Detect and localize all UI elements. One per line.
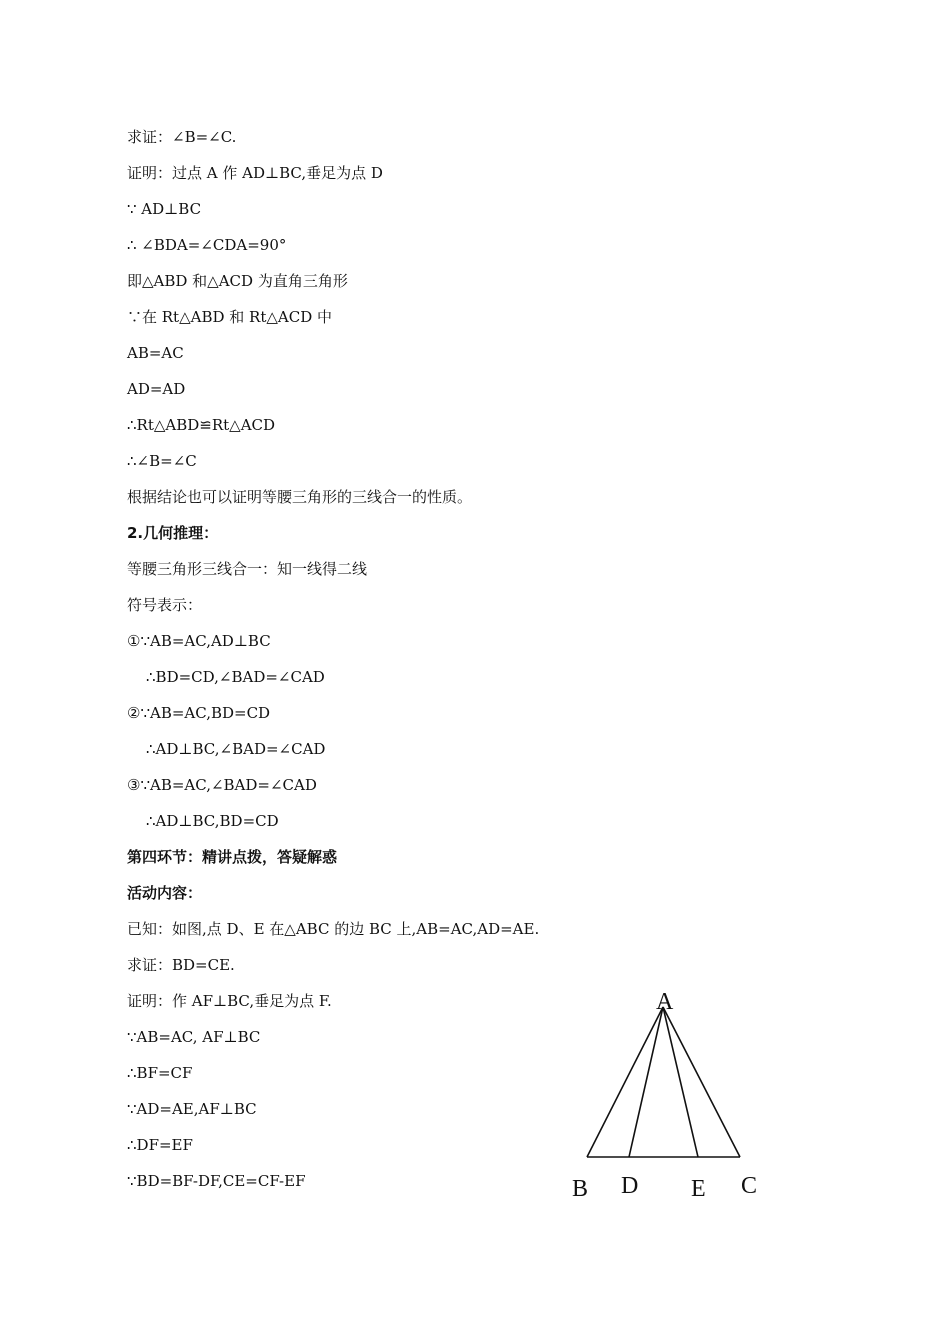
proof-step: ∵BD=BF-DF,CE=CF-EF — [127, 1172, 306, 1190]
proof-step: ∴DF=EF — [127, 1136, 193, 1154]
prove-statement: 求证：∠B=∠C. — [127, 128, 237, 146]
proof-step: ∵AB=AC, AF⊥BC — [127, 1028, 261, 1046]
notation-result: ∴AD⊥BC,∠BAD=∠CAD — [146, 740, 326, 758]
proof-step: ∴ ∠BDA=∠CDA=90° — [127, 236, 287, 254]
notation-case: ③∵AB=AC,∠BAD=∠CAD — [127, 776, 317, 794]
proof-step: 即△ABD 和△ACD 为直角三角形 — [127, 272, 348, 290]
proof-step: ∴Rt△ABD≌Rt△ACD — [127, 416, 276, 434]
proof-intro: 证明：过点 A 作 AD⊥BC,垂足为点 D — [127, 164, 383, 182]
proof-step: ∴BF=CF — [127, 1064, 193, 1082]
triangle-figure — [560, 985, 780, 1205]
proof-step: AB=AC — [127, 344, 184, 362]
triangle-diagram — [560, 985, 780, 1205]
proof-intro: 证明：作 AF⊥BC,垂足为点 F. — [127, 992, 332, 1010]
section-heading: 第四环节：精讲点拨，答疑解惑 — [127, 848, 338, 866]
property-statement: 等腰三角形三线合一：知一线得二线 — [127, 560, 368, 578]
segment-ad — [629, 1007, 663, 1157]
proof-step: ∵ AD⊥BC — [127, 200, 202, 218]
given-statement: 已知：如图,点 D、E 在△ABC 的边 BC 上,AB=AC,AD=AE. — [127, 920, 540, 938]
notation-case: ①∵AB=AC,AD⊥BC — [127, 632, 271, 650]
proof-step: ∴∠B=∠C — [127, 452, 197, 470]
vertex-label-b: B — [572, 1176, 589, 1202]
segment-ae — [663, 1007, 698, 1157]
proof-step: ∵AD=AE,AF⊥BC — [127, 1100, 257, 1118]
prove-statement: 求证：BD=CE. — [127, 956, 235, 974]
notation-case: ②∵AB=AC,BD=CD — [127, 704, 271, 722]
proof-step: ∵在 Rt△ABD 和 Rt△ACD 中 — [127, 308, 333, 326]
proof-step: AD=AD — [127, 380, 186, 398]
segment-ab — [587, 1007, 663, 1157]
segment-ac — [663, 1007, 740, 1157]
vertex-label-c: C — [741, 1173, 758, 1199]
point-label-e: E — [691, 1176, 706, 1202]
notation-heading: 符号表示： — [127, 596, 203, 614]
notation-result: ∴BD=CD,∠BAD=∠CAD — [146, 668, 325, 686]
section-heading: 2.几何推理： — [127, 524, 219, 542]
activity-heading: 活动内容： — [127, 884, 203, 902]
notation-result: ∴AD⊥BC,BD=CD — [146, 812, 279, 830]
vertex-label-a: A — [656, 989, 674, 1015]
conclusion-text: 根据结论也可以证明等腰三角形的三线合一的性质。 — [127, 488, 473, 506]
point-label-d: D — [621, 1173, 639, 1199]
